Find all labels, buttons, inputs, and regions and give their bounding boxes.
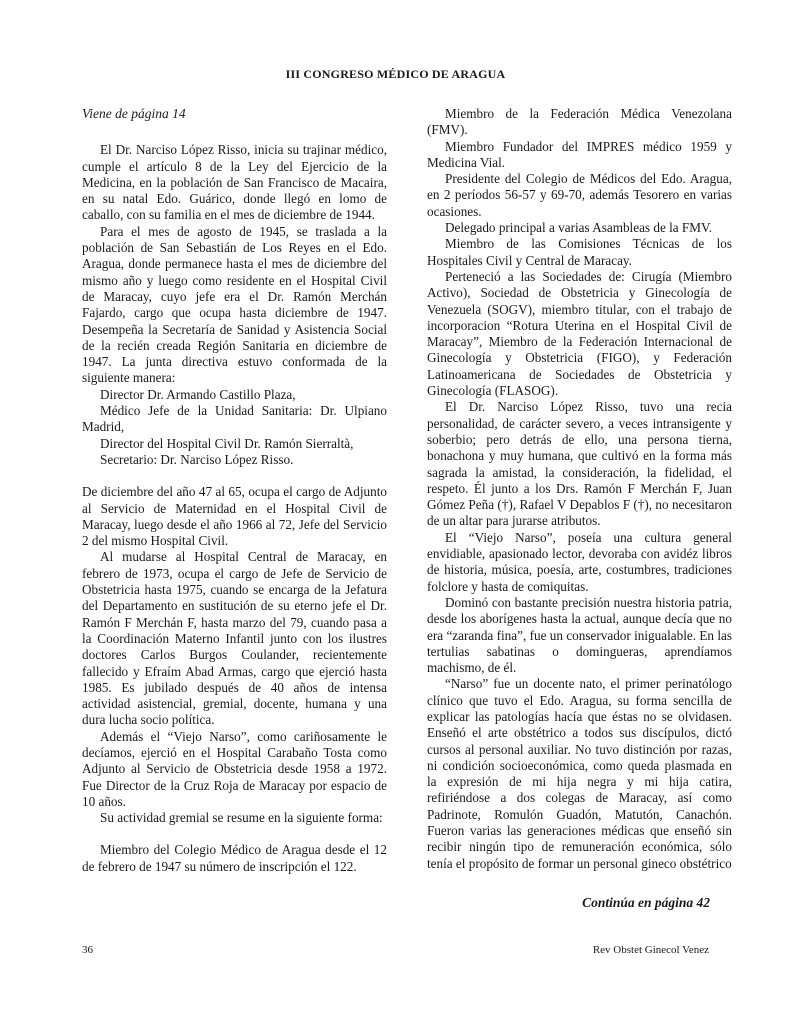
paragraph: De diciembre del año 47 al 65, ocupa el cargo de Adjunto al Servicio de Maternidad en el Hospital Civil de Maracay, luego desde el año 1966 al 72, Jefe del Servicio 2 del mismo Hospital Civil. <box>82 484 387 549</box>
list-item: Director Dr. Armando Castillo Plaza, <box>100 386 296 402</box>
paragraph: Perteneció a las Sociedades de: Cirugía (Miembro Activo), Sociedad de Obstetricia y Ginecología de Venezuela (SOGV), miembro titular, con el trabajo de incorporacion “Rotura Uterina en el Hospital Civil de Maracay”, Miembro de la Federación Internacional de Ginecología y Obstetricia (FIGO), y Federación Latinoamericana de Sociedades de Obstetricia y Ginecología (FLASOG). <box>427 268 732 399</box>
left-column <box>82 106 387 875</box>
paragraph: Delegado principal a varias Asambleas de la FMV. <box>445 220 713 236</box>
paragraph: El Dr. Narciso López Risso, inicia su trajinar médico, cumple el artículo 8 de la Ley del Ejercicio de la Medicina, en la población de San Francisco de Macaira, en su natal Edo. Guárico, donde llegó en lomo de caballo, con su familia en el mes de diciembre de 1944. <box>82 142 387 223</box>
paragraph: Presidente del Colegio de Médicos del Edo. Aragua, en 2 períodos 56-57 y 69-70, además Tesorero en varias ocasiones. <box>427 171 732 219</box>
paragraph: Al mudarse al Hospital Central de Maracay, en febrero de 1973, ocupa el cargo de Jefe de Servicio de Obstetricia hasta 1975, cuando se encarga de la Jefatura del Departamento en sustitución de su eterno jefe el Dr. Ramón F Merchán F, hasta marzo del 79, cuando pasa a la Coordinación Materno Infantil junto con los ilustres doctores Carlos Burgos Coulander, recientemente fallecido y Efraím Abad Armas, cargo que ejerció hasta 1985. Es jubilado después de 40 años de intensa actividad asistencial, gremial, docente, humana y una dura lucha socio política. <box>82 549 387 728</box>
page-header: III CONGRESO MÉDICO DE ARAGUA <box>285 67 506 81</box>
journal-name: Rev Obstet Ginecol Venez <box>592 944 709 956</box>
page-number: 36 <box>82 944 93 956</box>
paragraph: Además el “Viejo Narso”, como cariñosamente le decíamos, ejerció en el Hospital Carabaño Tosta como Adjunto al Servicio de Obstetricia desde 1958 a 1972. Fue Director de la Cruz Roja de Maracay por espacio de 10 años. <box>82 728 387 809</box>
paragraph: Su actividad gremial se resume en la siguiente forma: <box>100 810 383 826</box>
continued-from-note: Viene de página 14 <box>82 106 186 121</box>
paragraph: Miembro Fundador del IMPRES médico 1959 y Medicina Vial. <box>427 138 732 170</box>
paragraph: Dominó con bastante precisión nuestra historia patria, desde los aborígenes hasta la actual, aunque decía que no era “zaranda fina”, fue un conservador inigualable. En las tertulias sabatinas o domingueras, aprendíamos machismo, de él. <box>427 594 732 676</box>
right-column <box>427 106 732 872</box>
list-item: Director del Hospital Civil Dr. Ramón Sierraltà, <box>100 435 354 451</box>
paragraph: El Dr. Narciso López Risso, tuvo una recia personalidad, de carácter severo, a veces intransigente y soberbio; pero detrás de ello, una persona tierna, bonachona y muy humana, que cultivó en la forma más sagrada la amistad, la consideración, la fidelidad, el respeto. Él junto a los Drs. Ramón F Merchán F, Juan Gómez Peña (†), Rafael V Depablos F (†), no necesitaron de un altar para jurarse atributos. <box>427 399 732 529</box>
paragraph: El “Viejo Narso”, poseía una cultura general envidiable, apasionado lector, devoraba con avidéz libros de historia, música, poesía, arte, costumbres, tradiciones folclore y hasta de comiquitas. <box>427 529 732 594</box>
paragraph: Miembro de las Comisiones Técnicas de los Hospitales Civil y Central de Maracay. <box>427 236 732 268</box>
paragraph: Para el mes de agosto de 1945, se traslada a la población de San Sebastián de Los Reyes en el Edo. Aragua, donde permanece hasta el mes de diciembre del mismo año y luego como residente en el Hospital Civil de Maracay, cuyo jefe era el Dr. Ramón Merchán Fajardo, cargo que ocupa hasta diciembre de 1947. Desempeña la Secretaría de Sanidad y Asistencia Social de la recién creada Región Sanitaria en diciembre de 1947. La junta directiva estuvo conformada de la siguiente manera: <box>82 223 387 386</box>
paragraph: “Narso” fue un docente nato, el primer perinatólogo clínico que tuvo el Edo. Aragua, su forma sencilla de explicar las patologías hacía que éstas no se olvidasen. Enseñó el arte obstétrico a todos sus discípulos, dictó cursos al personal auxiliar. No tuvo distinción por razas, ni condición socioeconómica, como queda plasmada en la expresión de mi hija negra y mi hija catira, refiriéndose a dos colegas de Maracay, así como Padrinote, Romulón Guadón, Matutón, Canachón. Fueron varias las generaciones médicas que enseñó sin recibir ningún tipo de remuneración económica, sólo tenía el propósito de formar un personal gineco obstétrico <box>427 676 732 871</box>
continued-on-note: Continúa en página 42 <box>582 895 710 910</box>
list-item: Secretario: Dr. Narciso López Risso. <box>100 451 294 467</box>
paragraph: Miembro de la Federación Médica Venezolana (FMV). <box>427 106 732 138</box>
paragraph: Miembro del Colegio Médico de Aragua desde el 12 de febrero de 1947 su número de inscripción el 122. <box>82 842 387 874</box>
list-item: Médico Jefe de la Unidad Sanitaria: Dr. Ulpiano Madrid, <box>82 403 387 435</box>
